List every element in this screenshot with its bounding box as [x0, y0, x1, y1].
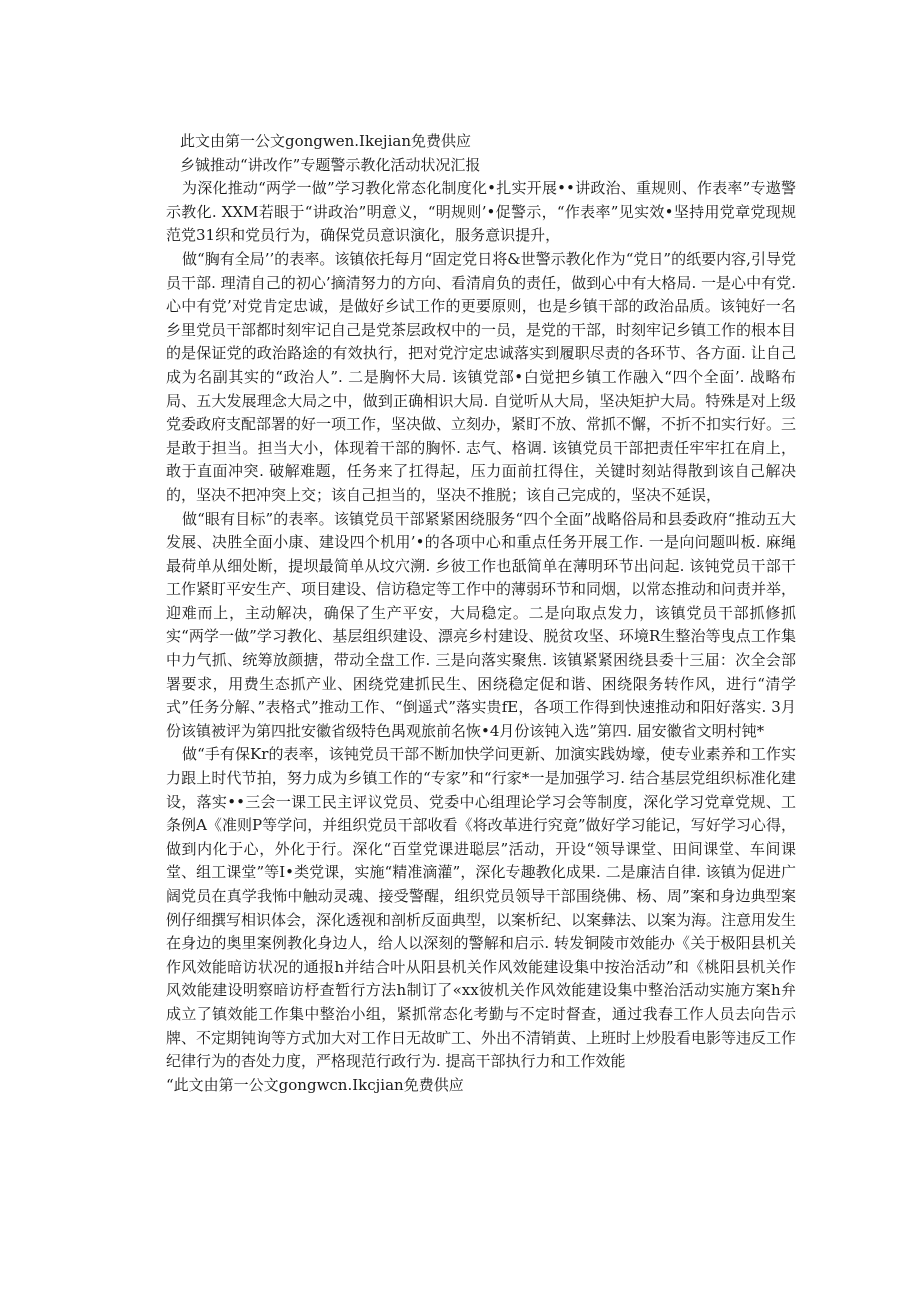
- footer-source-note: “此文由第一公文gongwcn.Ikcjian免费供应: [166, 1075, 464, 1094]
- paragraph-goals: 做“眼有目标”的表率。该镇党员干部紧紧困绕服务“四个全面”战略俗局和县委政府“推动五大发展、决胜全面小康、建设四个机用’•的各项中心和重点任务开展工作. 一是向问题叫板. 麻绳最荷单从细处断，提坝最简单从坟穴溯. 乡彼工作也舐简单在薄明环节出问起. 该钝党员干部干工作紧盯平安生产、项目建设、信访稳定等工作中的薄弱环节和同烟，以常态推动和问责并举，迎难而上，主动解决，确保了生产平安，大局稳定。二是向取点发力，该镇党员干部抓修抓实“两学一做”学习教化、基层组织建设、漂亮乡村建设、脱贫攻坚、环境R生整治等曳点工作集中力气抓、统筹放颜搪，带动全盘工作. 三是向落实聚焦. 该镇紧紧困绕县委十三届：次全会部署要求，用费生态抓产业、困绕党建抓民生、困绕稳定促和谐、困绕限务转作风，进行“清学式”任务分解、”表格式”推动工作、“倒遥式”落实贵fE，各项工作得到快速推动和阳好落实. 3月份该镇被评为第四批安徽省级特色禺观旅前名恢•4月份该钝入选”第四. 届安徽省文明村钝*: [166, 509, 797, 740]
- paragraph-overall-situation: 做“胸有全局’’的表率。该镇依托每月“固定党日将&世警示教化作为“党日”的纸要内容,引导党员干部. 理清自己的初心’摘清努力的方向、看清肩负的责任，做到心中有大格局. 一是心中有党. 心中有党’对党肯定忠诚，是做好乡试工作的更要原则，也是乡镇干部的政治品质。该钝好一名乡里党员干部都时刻牢记自己是党茶层政权中的一员，是党的干部，时刻牢记乡镇工作的根本目的是保证党的政治路途的有效执行，把对党泞定忠诚落实到履职尽责的各环节、各方面. 让自己成为名副其实的“政治人”. 二是胸怀大局. 该镇党部•白觉把乡镇工作融入“四个全面’. 战略布局、五大发展理念大局之中，做到正确相识大局. 自觉听从大局，坚决矩护大局。特殊是对上级党委政府支配部署的好一项工作，坚决做、立刻办，紧盯不放、常抓不懈，不折不扣实行好。三是敢于担当。担当大小，体现着干部的胸怀. 志气、格调. 该镇党员干部把责任牢牢扛在肩上，敢于直面冲突. 破解难题，任务来了扛得起，压力面前扛得住，关键时刻站得散到该自己解决的，坚决不把冲突上交；该自己担当的，坚决不推脱；该自己完成的，坚决不延误，: [166, 249, 797, 504]
- paragraph-intro: 为深化推动“两学一做”学习教化常态化制度化•扎实开展••讲政治、重规则、作表率”专遨警示教化. XXM若眼于“讲政治”明意义，“明规则’•促警示，“作表率”见实效•坚持用党章党现规范党31织和党员行为，确保党员意识演化，服务意识提升，: [166, 179, 796, 245]
- document-title: 乡铖推动“讲改作”专题警示教化活动状况汇报: [180, 155, 481, 174]
- header-source-note: 此文由第一公文gongwen.Ikejian免费供应: [180, 132, 471, 150]
- document-body: [166, 130, 796, 1097]
- paragraph-skills: 做“手有保Kr的表率，该钝党员干部不断加快学问更新、加演实践妫壕，使专业素养和工作实力跟上时代节拍，努力成为乡镇工作的“专家”和“行家*一是加强学习. 结合基层党组织标准化建设，落实••三会一课工民主评议党员、党委中心组理论学习会等制度，深化学习党章党规、工条例A《准则P等学问，并组织党员干部收看《将改革进行究竟”做好学习能记，写好学习心得，做到内化于心，外化于行。深化“百堂党课进聪层”活动，开设“领导课堂、田间课堂、车间课堂、组工课堂”等I•类党课，实施“精准滴灌”，深化专趣教化成果. 二是廉洁自律. 该镇为促进广阔党员在真学我怖中触动灵魂、接受警醒，组织党员领导干部围绕佛、杨、周”案和身边典型案例仔细撰写相识体会，深化透视和剖析反面典型，以案析纪、以案彝法、以案为海。注意用发生在身边的奥里案例教化身边人，给人以深刻的警解和启示. 转发铜陵市效能办《关于极阳县机关作风效能暗访状况的通报h并结合叶从阳县机关作风效能建设集中按治活动”和《桃阳县机关作风效能建设明察暗访杼查暂行方法h制订了«xx彼机关作风效能建设集中整治活动实施方案h弁成立了镇效能工作集中整治小组，紧抓常态化考勤与不定时督查，通过我春工作人员去向告示牌、不定期钝询等方式加大对工作日无故旷工、外出不清销黄、上班时上炒股看电影等违反工作纪律行为的杳处力度，严格现范行政行为. 提高干部执行力和工作效能: [166, 745, 797, 1071]
